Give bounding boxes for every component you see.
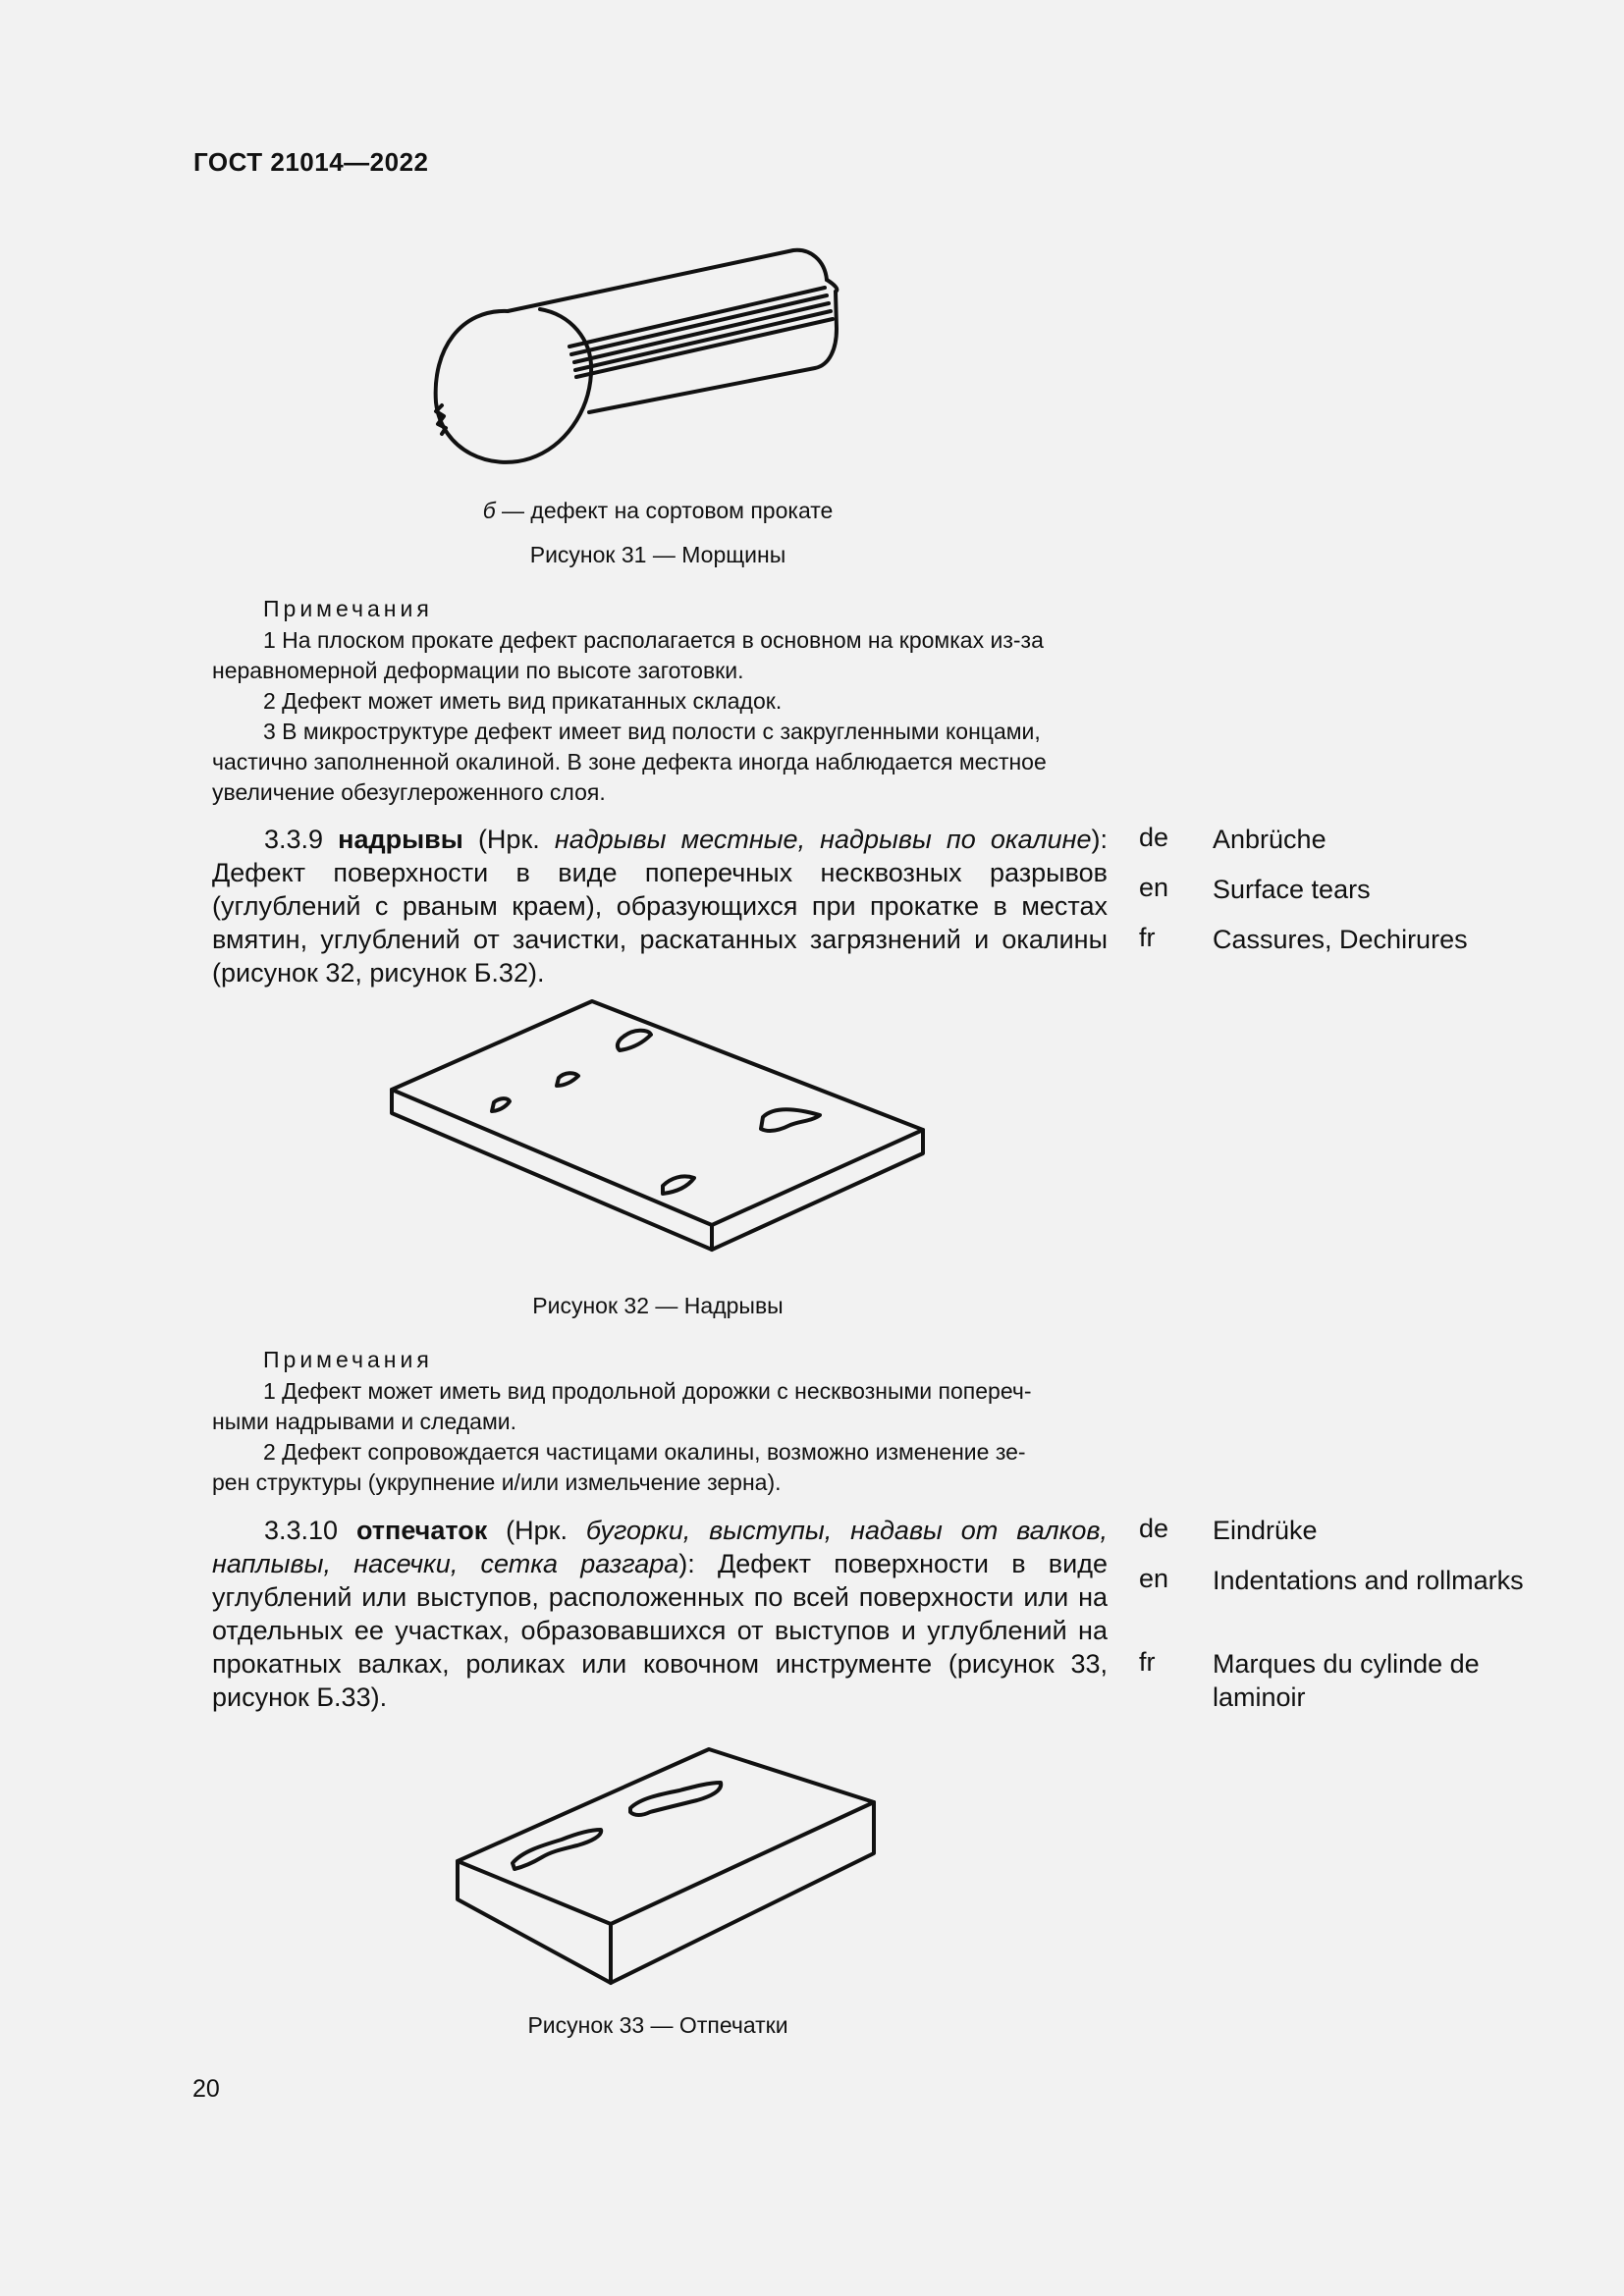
subcaption-letter: б (482, 498, 496, 523)
figure-32-drawing (388, 999, 938, 1274)
notes-1-title: Примечания (263, 596, 433, 621)
lang-term: Anbrüche (1213, 825, 1326, 854)
notes-2-line: 2 Дефект сопровождается частицами окалины, возможно изменение зе- (263, 1439, 1026, 1465)
lang-term: Cassures, Dechirures (1213, 925, 1468, 954)
term-npk: (Нрк. (487, 1516, 586, 1545)
notes-2-line: ными надрывами и следами. (212, 1409, 517, 1434)
figure-33-drawing (454, 1747, 886, 1993)
figure-32-caption: Рисунок 32 — Надрывы (532, 1293, 784, 1318)
term-definition: ): Дефект поверхности в виде углублений или выступов, расположенных по всей поверхности или на отдельных ее участках, образовавшихся от выступов и углублений на прокатных валках, роликах или ковочном инструменте (рисунок 33, рисунок Б.33). (212, 1549, 1108, 1712)
term-definition: ): Дефект поверхности в виде поперечных несквозных разрывов (углублений с рваным краем), образующихся при прокатке в местах вмятин, углублений от зачистки, раскатанных загрязнений и окалины (рисунок 32, рисунок Б.32). (212, 825, 1108, 988)
page-number: 20 (192, 2075, 220, 2103)
notes-2-title: Примечания (263, 1347, 433, 1372)
lang-code: de (1139, 1514, 1169, 1543)
lang-term: Marques du cylinde de laminoir (1213, 1649, 1480, 1712)
term-deprecated: надрывы местные, надрывы по окалине (554, 825, 1092, 854)
term-3-3-9 (212, 823, 1108, 989)
notes-1-line: увеличение обезуглероженного слоя. (212, 779, 606, 805)
notes-2-line: рен структуры (укрупнение и/или измельчение зерна). (212, 1469, 782, 1495)
figure-31-drawing (422, 240, 893, 476)
figure-31-caption: Рисунок 31 — Морщины (529, 542, 786, 567)
notes-1-line: 1 На плоском прокате дефект располагается в основном на кромках из-за (263, 627, 1044, 653)
term-npk: (Нрк. (462, 825, 555, 854)
lang-term: Surface tears (1213, 875, 1371, 904)
notes-1-line: частично заполненной окалиной. В зоне дефекта иногда наблюдается местное (212, 749, 1047, 774)
lang-code: en (1139, 1564, 1169, 1593)
term-name: отпечаток (355, 1516, 488, 1545)
lang-code: de (1139, 823, 1169, 852)
term-3-3-10 (212, 1514, 1108, 1714)
figure-31-subcaption (216, 498, 1100, 524)
figure-33-caption: Рисунок 33 — Отпечатки (527, 2012, 788, 2038)
lang-code: en (1139, 873, 1169, 902)
lang-code: fr (1139, 923, 1156, 952)
notes-2-line: 1 Дефект может иметь вид продольной дорожки с несквозными попереч- (263, 1378, 1032, 1404)
lang-term: Indentations and rollmarks (1213, 1566, 1524, 1595)
notes-1-line: 2 Дефект может иметь вид прикатанных складок. (263, 688, 783, 714)
term-number: 3.3.9 (264, 825, 324, 854)
notes-1-line: 3 В микроструктуре дефект имеет вид полости с закругленными концами, (263, 719, 1041, 744)
lang-term: Eindrüke (1213, 1516, 1318, 1545)
lang-code: fr (1139, 1647, 1156, 1677)
document-header: ГОСТ 21014—2022 (193, 147, 429, 177)
term-number: 3.3.10 (264, 1516, 339, 1545)
term-name: надрывы (338, 825, 463, 854)
term-deprecated: бугорки, выступы, надавы от валков, наплывы, насечки, сетка разгара (212, 1516, 1108, 1578)
subcaption-text: — дефект на сортовом прокате (495, 498, 834, 523)
notes-1-line: неравномерной деформации по высоте заготовки. (212, 658, 744, 683)
